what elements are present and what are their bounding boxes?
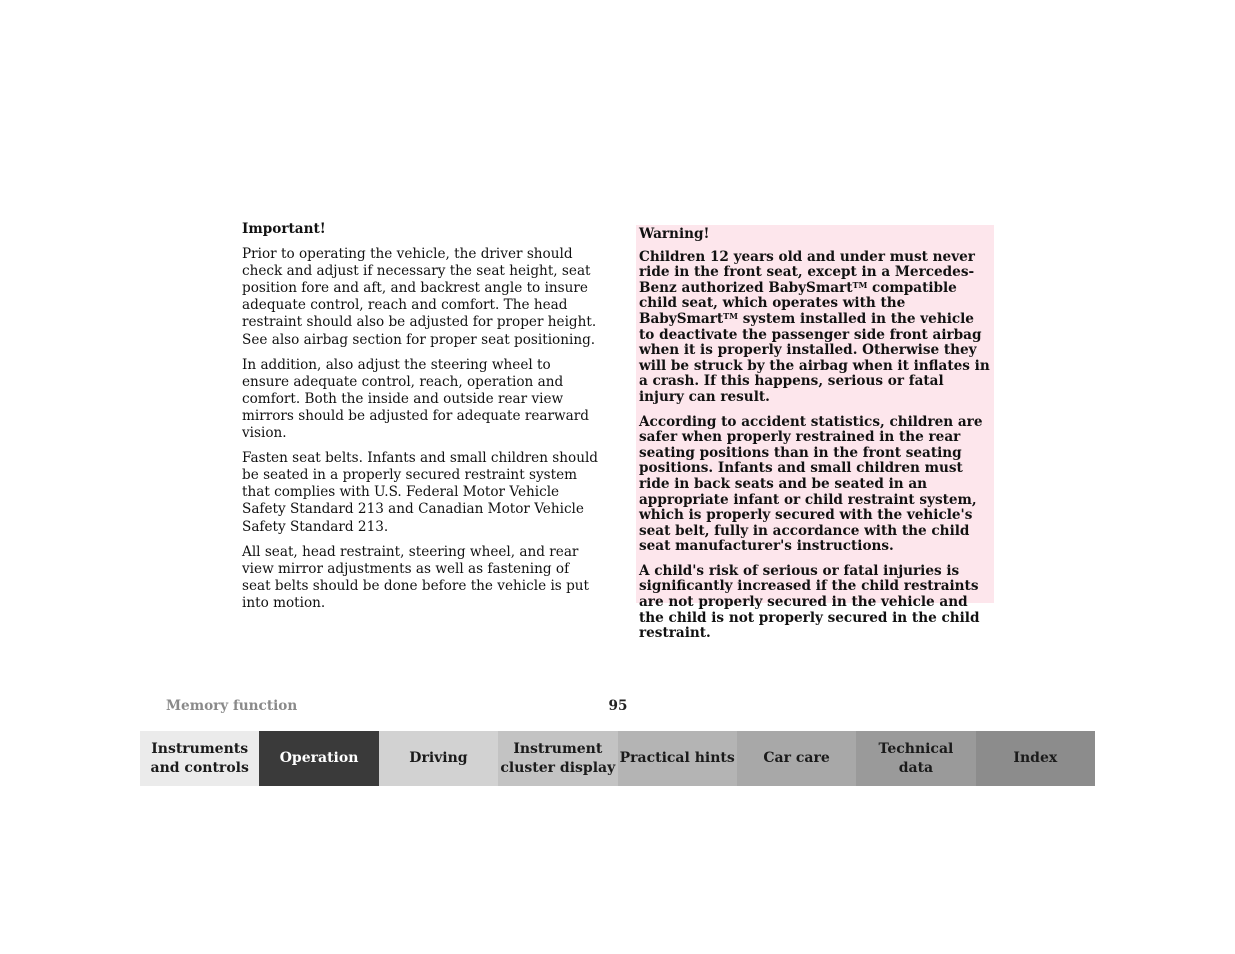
important-section bbox=[242, 221, 602, 620]
nav-tab-technical-data[interactable]: Technical data bbox=[856, 731, 975, 786]
paragraph-before-motion: All seat, head restraint, steering wheel, and rear view mirror adjustments as well as fastening of seat belts should be done before the vehicle is put into motion. bbox=[242, 543, 590, 611]
important-heading: Important! bbox=[242, 221, 326, 237]
warning-paragraph-child-risk: A child's risk of serious or fatal injuries is significantly increased if the child restraints are not properly secured in the vehicle and the child is not properly secured in the child restraint. bbox=[639, 562, 980, 642]
warning-box bbox=[636, 225, 994, 642]
page-number: 95 bbox=[608, 698, 628, 714]
nav-tab-instruments-and-controls[interactable]: Instruments and controls bbox=[140, 731, 259, 786]
trademark-mark: TM bbox=[852, 279, 868, 290]
nav-tab-practical-hints[interactable]: Practical hints bbox=[618, 731, 737, 786]
warning-text-part2: compatible child seat, which operates with the BabySmart bbox=[639, 279, 957, 327]
paragraph-seat-adjustment: Prior to operating the vehicle, the driver should check and adjust if necessary the seat height, seat position fore and aft, and backrest angle to insure adequate control, reach and comfort. The head restraint should also be adjusted for proper height. See also airbag section for proper seat positioning. bbox=[242, 246, 597, 348]
paragraph-steering-mirrors: In addition, also adjust the steering wheel to ensure adequate control, reach, operation and comfort. Both the inside and outside rear view mirrors should be adjusted for adequate rearward vision. bbox=[242, 356, 589, 442]
nav-tab-instrument-cluster-display[interactable]: Instrument cluster display bbox=[498, 731, 617, 786]
warning-text-part3: system installed in the vehicle to deactivate the passenger side front airbag when it is properly installed. Otherwise they will be struck by the airbag when it inflates in a crash. If this happens, serious or fatal injury can result. bbox=[639, 310, 990, 405]
nav-tab-index[interactable]: Index bbox=[976, 731, 1095, 786]
warning-text-part1: Children 12 years old and under must never ride in the front seat, except in a Mercedes-Benz authorized BabySmart bbox=[639, 248, 975, 296]
section-title: Memory function bbox=[166, 698, 298, 714]
nav-tab-driving[interactable]: Driving bbox=[379, 731, 498, 786]
warning-heading: Warning! bbox=[639, 226, 710, 242]
nav-tab-car-care[interactable]: Car care bbox=[737, 731, 856, 786]
warning-paragraph-accident-statistics: According to accident statistics, children are safer when properly restrained in the rear seating positions than in the front seating positions. Infants and small children must ride in back seats and be seated in an appropriate infant or child restraint system, which is properly secured with the vehicle's seat belt, fully in accordance with the child seat manufacturer's instructions. bbox=[639, 413, 983, 555]
warning-paragraph-children-front-seat bbox=[639, 250, 991, 406]
chapter-navigation bbox=[140, 731, 1095, 786]
paragraph-seat-belts: Fasten seat belts. Infants and small children should be seated in a properly secured restraint system that complies with U.S. Federal Motor Vehicle Safety Standard 213 and Canadian Motor Vehicle Safety Standard 213. bbox=[242, 450, 599, 535]
trademark-mark: TM bbox=[723, 310, 738, 321]
nav-tab-operation[interactable]: Operation bbox=[259, 731, 378, 786]
